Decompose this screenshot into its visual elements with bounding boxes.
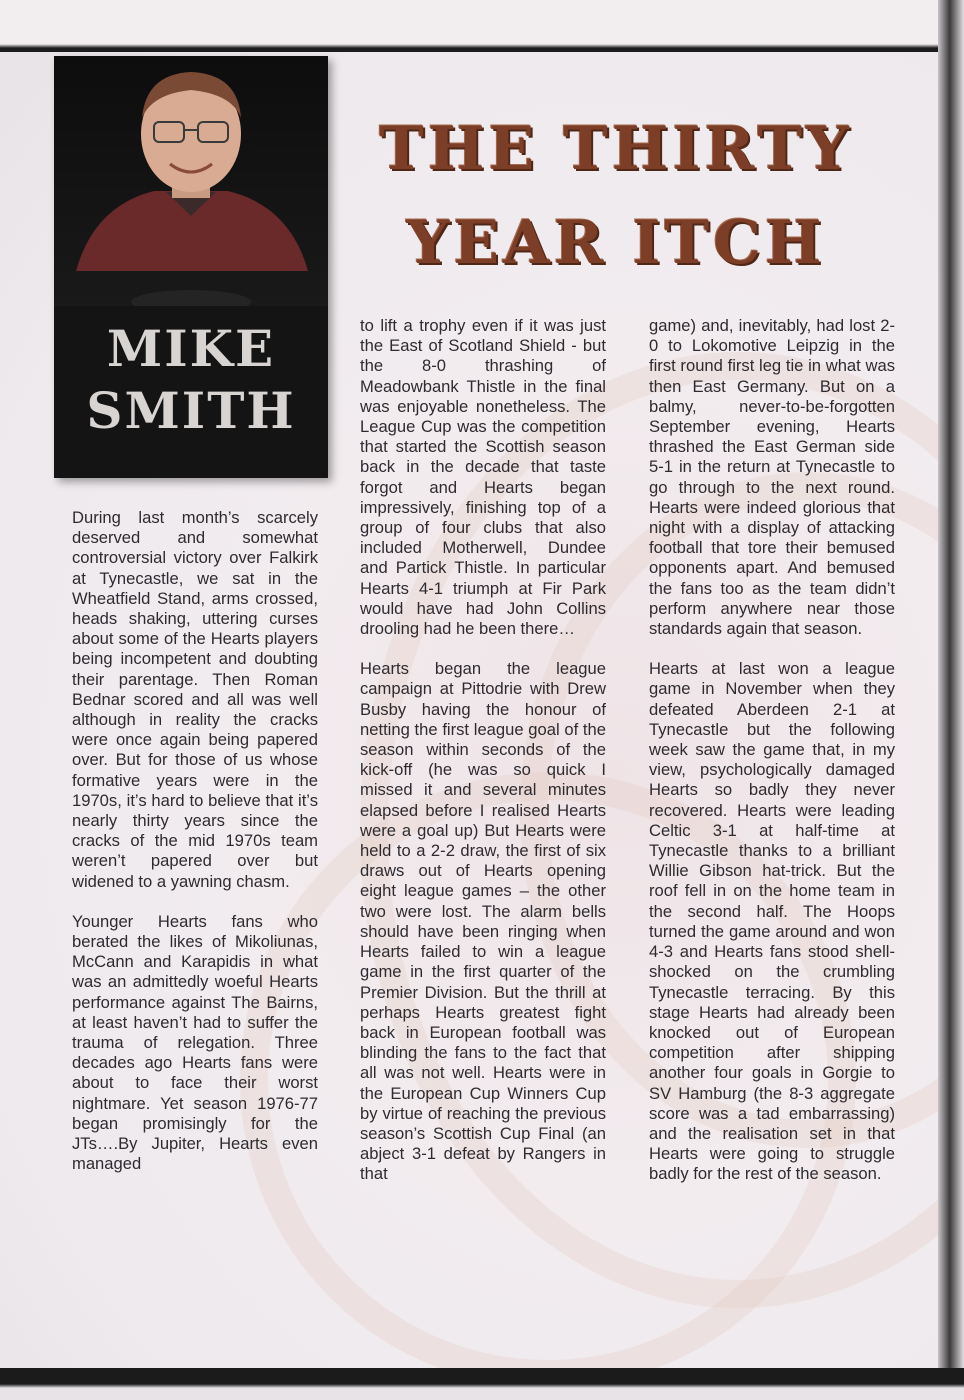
- top-border: [0, 0, 964, 54]
- paragraph: to lift a trophy even if it was just the East of Scotland Shield - but the 8-0 thrashing of Meadowbank Thistle in the final was enjoyable nonetheless. The League Cup was the competition that started the Scottish season back in the decade that taste forgot and Hearts began impressively, finishing top of a group of four clubs that also included Motherwell, Dundee and Partick Thistle. In particular Hearts 4-1 triumph at Fir Park would have had John Collins drooling had he been there…: [360, 316, 606, 639]
- author-name: [54, 318, 328, 442]
- article-headline: [356, 102, 876, 290]
- paragraph: Hearts at last won a league game in November when they defeated Aberdeen 2-1 at Tynecastle but the following week saw the game that, in my view, psychologically damaged Hearts so badly they never recovered. Hearts were leading Celtic 3-1 at half-time at Tynecastle thanks to a brilliant Willie Gibson hat-trick. But the roof fell in on the home team in the second half. The Hoops turned the game around and won 4-3 and Hearts fans stood shell-shocked on the crumbling Tynecastle terracing. By this stage Hearts had already been knocked out of European competition after shipping another four goals in Gorgie to SV Hamburg (the 8-3 aggregate score was a tad embarrassing) and the realisation set in that Hearts were going to struggle badly for the rest of the season.: [649, 659, 895, 1184]
- paragraph: Younger Hearts fans who berated the likes of Mikoliunas, McCann and Karapidis in what was an admittedly woeful Hearts performance against The Bairns, at least haven’t had to suffer the trauma of relegation. Three decades ago Hearts fans were about to face their worst nightmare. Yet season 1976-77 began promisingly for the JTs….By Jupiter, Hearts even managed: [72, 911, 318, 1174]
- article-column-3: [649, 316, 895, 1205]
- author-first-name: MIKE: [106, 319, 276, 378]
- headline-line-1: THE THIRTY: [379, 114, 853, 184]
- author-last-name: SMITH: [86, 381, 296, 440]
- paragraph: game) and, inevitably, had lost 2-0 to Lokomotive Leipzig in the first round first leg tie in what was then East Germany. But on a balmy, never-to-be-forgotten September evening, Hearts thrashed the East German side 5-1 in the return at Tynecastle to go through to the next round. Hearts were indeed glorious that night with a display of attacking football that tore their bemused opponents apart. And bemused the fans too as the team didn’t perform anywhere near those standards again that season.: [649, 316, 895, 639]
- paragraph: Hearts began the league campaign at Pittodrie with Drew Busby having the honour of netting the first league goal of the season within seconds of the kick-off (he was so quick I missed it and several minutes elapsed before I realised Hearts were a goal up) But Hearts were held to a 2-2 draw, the first of six draws out of Hearts opening eight league games – the other two were lost. The alarm bells should have been ringing when Hearts failed to win a league game in the first quarter of the Premier Division. But the thrill at perhaps Hearts greatest fight back in European football was blinding the fans to the fact that all was not well. Hearts were in the European Cup Winners Cup by virtue of reaching the previous season’s Scottish Cup Final (an abject 3-1 defeat by Rangers in that: [360, 659, 606, 1184]
- page-binding-edge: [938, 0, 964, 1400]
- author-box: [54, 56, 328, 478]
- article-column-1: [72, 508, 318, 1195]
- author-photo: [54, 56, 328, 306]
- paragraph: During last month’s scarcely deserved and somewhat controversial victory over Falkirk at Tynecastle, we sat in the Wheatfield Stand, arms crossed, heads shaking, uttering curses about some of the Hearts players being incompetent and doubting their parentage. Then Roman Bednar scored and all was well although in reality the cracks were once again being papered over. But for those of us whose formative years were in the 1970s, it’s hard to believe that it’s nearly thirty years since the cracks of the mid 1970s team weren’t papered over but widened to a yawning chasm.: [72, 508, 318, 891]
- bottom-border: [0, 1368, 964, 1400]
- headline-line-2: YEAR ITCH: [406, 208, 826, 278]
- article-column-2: [360, 316, 606, 1205]
